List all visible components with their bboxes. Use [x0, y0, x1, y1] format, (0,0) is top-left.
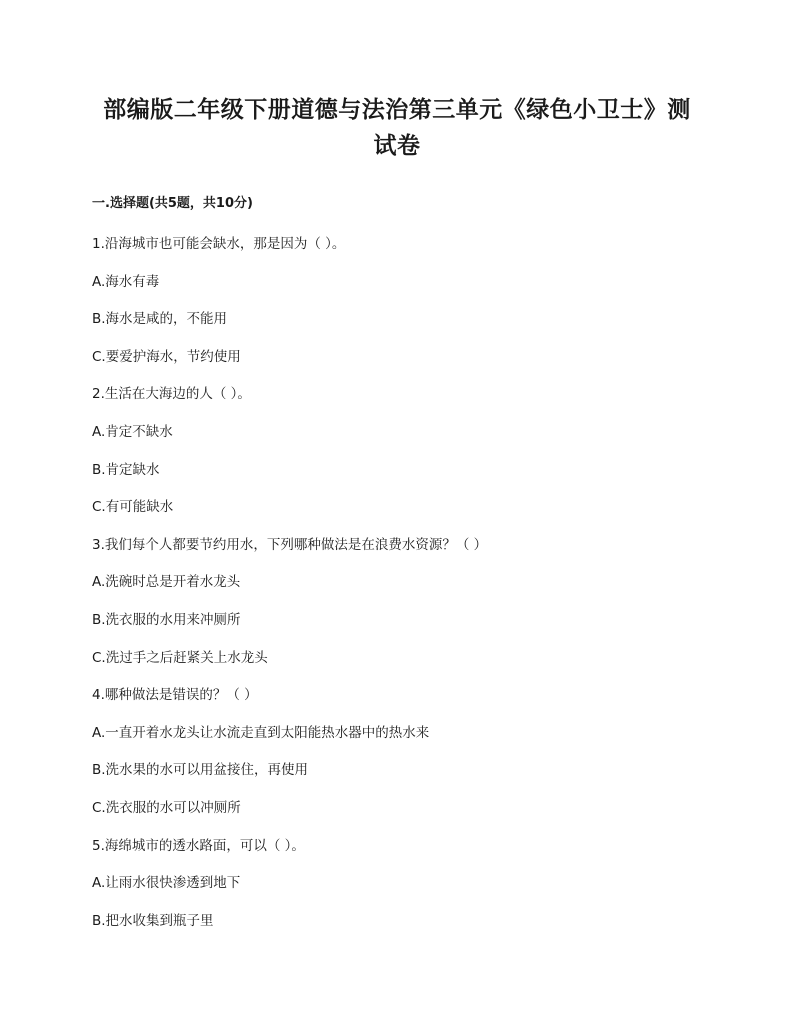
question-5-option-b: B.把水收集到瓶子里: [92, 912, 214, 929]
question-5: 5.海绵城市的透水路面，可以（ ）。: [92, 837, 305, 854]
question-5-option-a: A.让雨水很快渗透到地下: [92, 875, 241, 892]
question-2-option-b: B.肯定缺水: [92, 461, 160, 478]
question-4-option-a: A.一直开着水龙头让水流走直到太阳能热水器中的热水来: [92, 724, 430, 741]
question-1-option-c: C.要爱护海水，节约使用: [92, 348, 241, 365]
question-1-option-a: A.海水有毒: [92, 273, 160, 290]
question-4-option-b: B.洗水果的水可以用盆接住，再使用: [92, 762, 309, 779]
title-line-2: 试卷: [373, 133, 421, 159]
question-1-option-b: B.海水是咸的，不能用: [92, 311, 228, 328]
section-heading: 一.选择题(共5题，共10分): [92, 196, 253, 211]
question-4-option-c: C.洗衣服的水可以冲厕所: [92, 799, 241, 816]
document-title: [92, 92, 702, 164]
title-line-1: 部编版二年级下册道德与法治第三单元《绿色小卫士》测: [103, 97, 691, 123]
question-1: 1.沿海城市也可能会缺水，那是因为（ ）。: [92, 236, 346, 252]
question-2-option-a: A.肯定不缺水: [92, 423, 173, 440]
question-4: 4.哪种做法是错误的？（ ）: [92, 687, 258, 704]
question-2-option-c: C.有可能缺水: [92, 499, 174, 516]
question-list: [92, 227, 702, 941]
question-3-option-c: C.洗过手之后赶紧关上水龙头: [92, 649, 268, 666]
question-2: 2.生活在大海边的人（ ）。: [92, 386, 251, 403]
question-3-option-b: B.洗衣服的水用来冲厕所: [92, 611, 241, 628]
question-3-option-a: A.洗碗时总是开着水龙头: [92, 574, 241, 591]
question-3: 3.我们每个人都要节约用水，下列哪种做法是在浪费水资源？（ ）: [92, 536, 488, 553]
